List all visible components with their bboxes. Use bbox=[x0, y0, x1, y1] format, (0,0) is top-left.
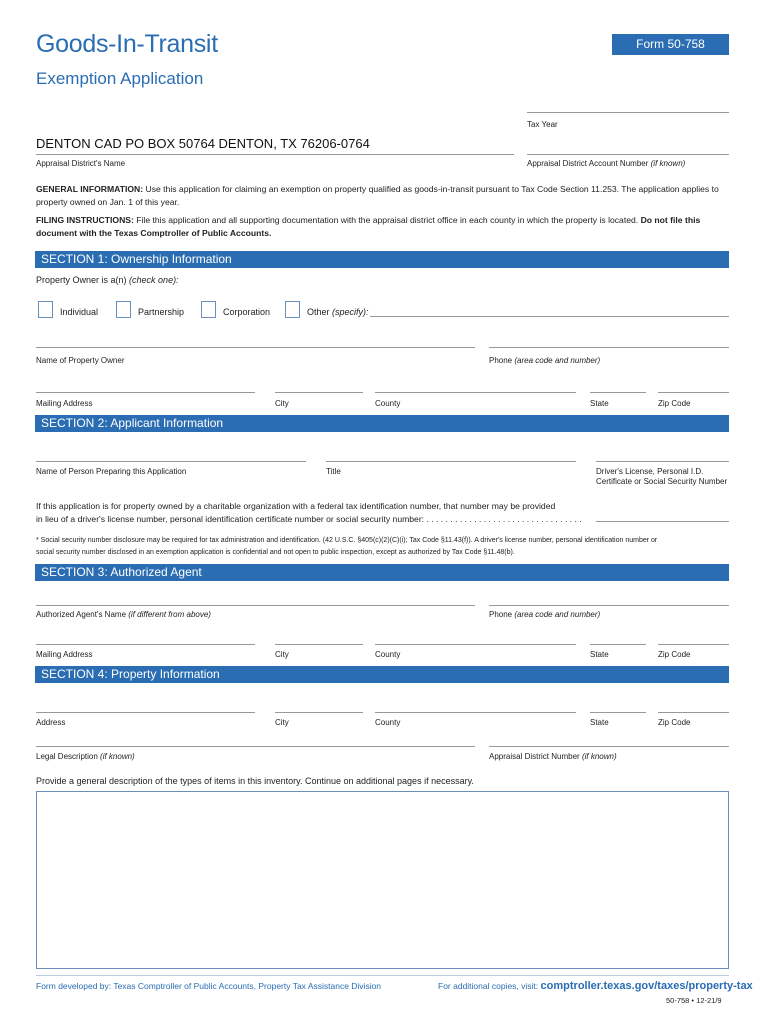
option-corporation-label: Corporation bbox=[223, 307, 271, 317]
checkbox-individual[interactable] bbox=[38, 301, 53, 318]
agent-county-label: County bbox=[375, 650, 401, 659]
owner-city-field[interactable] bbox=[275, 392, 363, 393]
description-prompt: Provide a general description of the types of items in this inventory. Continue on additional pages if necessary. bbox=[36, 776, 474, 786]
section-3-header: SECTION 3: Authorized Agent bbox=[35, 564, 729, 581]
owner-state-label: State bbox=[590, 399, 609, 408]
ssn-footnote-line-2: social security number disclosed in an exemption application is confidential and not open to public inspection, except as authorized by Tax Code §11.48(b). bbox=[36, 549, 515, 556]
agent-name-field[interactable] bbox=[36, 605, 475, 606]
ssn-footnote-line-1: * Social security number disclosure may be required for tax administration and identification. (42 U.S.C. §405(c)(2)(C)(i); Tax Code §11.43(f)). A driver's license number, personal identification number or bbox=[36, 537, 658, 544]
property-owner-name-label: Name of Property Owner bbox=[36, 356, 125, 365]
owner-county-label: County bbox=[375, 399, 401, 408]
inventory-description-textarea[interactable] bbox=[36, 791, 729, 969]
form-title: Goods-In-Transit bbox=[36, 30, 218, 58]
preparer-name-field[interactable] bbox=[36, 461, 306, 462]
owner-phone-field[interactable] bbox=[489, 347, 729, 348]
filing-instructions bbox=[36, 214, 730, 239]
agent-state-label: State bbox=[590, 650, 609, 659]
property-owner-name-field[interactable] bbox=[36, 347, 475, 348]
tax-year-field[interactable] bbox=[527, 112, 729, 113]
footer-developed-by: Form developed by: Texas Comptroller of Public Accounts, Property Tax Assistance Division bbox=[36, 981, 382, 991]
property-county-label: County bbox=[375, 718, 401, 727]
agent-name-label: Authorized Agent's Name (if different from above) bbox=[36, 610, 211, 619]
general-information-heading: GENERAL INFORMATION: bbox=[36, 184, 144, 194]
agent-mailing-address-label: Mailing Address bbox=[36, 650, 93, 659]
preparer-id-label: Driver's License, Personal I.D. bbox=[596, 467, 704, 476]
footer-form-code: 50-758 • 12-21/9 bbox=[666, 996, 722, 1005]
section-1-header: SECTION 1: Ownership Information bbox=[35, 251, 729, 268]
charitable-org-note bbox=[36, 500, 596, 525]
form-number-badge: Form 50-758 bbox=[612, 34, 729, 55]
owner-zip-label: Zip Code bbox=[658, 399, 691, 408]
form-subtitle: Exemption Application bbox=[36, 69, 204, 88]
general-information bbox=[36, 183, 730, 208]
checkbox-corporation[interactable] bbox=[201, 301, 216, 318]
property-county-field[interactable] bbox=[375, 712, 576, 713]
preparer-id-field[interactable] bbox=[596, 461, 729, 462]
preparer-id-label-line-2: Certificate or Social Security Number bbox=[596, 477, 728, 486]
owner-mailing-address-field[interactable] bbox=[36, 392, 255, 393]
appraisal-district-name-field[interactable] bbox=[36, 154, 514, 155]
charitable-org-note-line-1: If this application is for property owned by a charitable organization with a federal tax identification number, that number may be provided bbox=[36, 501, 556, 511]
other-specify-field[interactable] bbox=[370, 316, 729, 317]
appraisal-district-name-value[interactable]: DENTON CAD PO BOX 50764 DENTON, TX 76206-0764 bbox=[36, 136, 370, 151]
agent-zip-field[interactable] bbox=[658, 644, 729, 645]
property-state-label: State bbox=[590, 718, 609, 727]
property-zip-field[interactable] bbox=[658, 712, 729, 713]
federal-tax-id-field[interactable] bbox=[596, 521, 729, 522]
section-4-header: SECTION 4: Property Information bbox=[35, 666, 729, 683]
property-account-number-field[interactable] bbox=[489, 746, 729, 747]
checkbox-partnership[interactable] bbox=[116, 301, 131, 318]
legal-description-label: Legal Description (if known) bbox=[36, 752, 135, 761]
owner-state-field[interactable] bbox=[590, 392, 646, 393]
preparer-name-label: Name of Person Preparing this Application bbox=[36, 467, 187, 476]
checkbox-other[interactable] bbox=[285, 301, 300, 318]
owner-type-prompt: Property Owner is a(n) (check one): bbox=[36, 275, 179, 285]
ssn-footnote bbox=[36, 535, 730, 559]
option-individual-label: Individual bbox=[60, 307, 99, 317]
footer-copies-link[interactable]: comptroller.texas.gov/taxes/property-tax bbox=[540, 980, 753, 992]
property-state-field[interactable] bbox=[590, 712, 646, 713]
footer-copies bbox=[438, 980, 753, 992]
agent-phone-field[interactable] bbox=[489, 605, 729, 606]
agent-city-label: City bbox=[275, 650, 289, 659]
footer-divider bbox=[36, 975, 729, 976]
filing-instructions-text: File this application and all supporting documentation with the appraisal district office in each county in which the property is located. bbox=[136, 215, 639, 225]
agent-mailing-address-field[interactable] bbox=[36, 644, 255, 645]
agent-city-field[interactable] bbox=[275, 644, 363, 645]
owner-city-label: City bbox=[275, 399, 289, 408]
agent-phone-label: Phone (area code and number) bbox=[489, 610, 601, 619]
preparer-title-label: Title bbox=[326, 467, 341, 476]
property-city-field[interactable] bbox=[275, 712, 363, 713]
option-partnership-label: Partnership bbox=[138, 307, 185, 317]
property-address-label: Address bbox=[36, 718, 66, 727]
agent-zip-label: Zip Code bbox=[658, 650, 691, 659]
filing-instructions-heading: FILING INSTRUCTIONS: bbox=[36, 215, 134, 225]
account-number-label: Appraisal District Account Number (if known) bbox=[527, 159, 686, 168]
footer-copies-text: For additional copies, visit: bbox=[438, 981, 539, 991]
legal-description-field[interactable] bbox=[36, 746, 475, 747]
owner-phone-label: Phone (area code and number) bbox=[489, 356, 601, 365]
option-other-label: Other (specify): bbox=[307, 307, 369, 317]
property-address-field[interactable] bbox=[36, 712, 255, 713]
owner-zip-field[interactable] bbox=[658, 392, 729, 393]
agent-state-field[interactable] bbox=[590, 644, 646, 645]
property-city-label: City bbox=[275, 718, 289, 727]
owner-county-field[interactable] bbox=[375, 392, 576, 393]
filing-instructions-warning: Do not file this document with the Texas Comptroller of Public Accounts. bbox=[36, 215, 701, 238]
account-number-field[interactable] bbox=[527, 154, 729, 155]
tax-year-label: Tax Year bbox=[527, 120, 558, 129]
appraisal-district-name-label: Appraisal District's Name bbox=[36, 159, 126, 168]
agent-county-field[interactable] bbox=[375, 644, 576, 645]
general-information-text: Use this application for claiming an exemption on property qualified as goods-in-transit pursuant to Tax Code Section 11.253. The application applies to property owned on Jan. 1 of this year. bbox=[36, 184, 719, 207]
property-account-number-label: Appraisal District Number (if known) bbox=[489, 752, 617, 761]
section-2-header: SECTION 2: Applicant Information bbox=[35, 415, 729, 432]
charitable-org-note-line-2: in lieu of a driver's license number, personal identification certificate number or social security number: . . . . . . . . . . . . . . . . . . . . . . . . . . . . . . . . . bbox=[36, 513, 582, 524]
property-zip-label: Zip Code bbox=[658, 718, 691, 727]
owner-mailing-address-label: Mailing Address bbox=[36, 399, 93, 408]
preparer-title-field[interactable] bbox=[326, 461, 576, 462]
